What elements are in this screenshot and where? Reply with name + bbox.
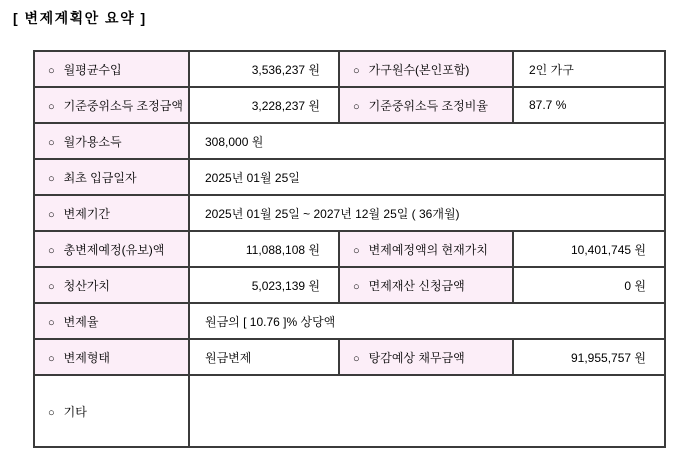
circle-bullet-icon: ○ bbox=[353, 100, 360, 113]
circle-bullet-icon: ○ bbox=[353, 352, 360, 365]
label-etc bbox=[34, 375, 189, 447]
label-total-expected-repayment bbox=[34, 231, 189, 267]
value-repayment-rate: 원금의 [ 10.76 ]% 상당액 bbox=[189, 303, 665, 339]
field-label: 면제재산 신청금액 bbox=[368, 278, 465, 293]
field-label: 변제기간 bbox=[63, 206, 111, 221]
summary-table bbox=[33, 50, 666, 448]
field-label: 최초 입금일자 bbox=[63, 170, 137, 185]
value-repayment-type: 원금변제 bbox=[189, 339, 339, 375]
value-median-income-adjusted-amount: 3,228,237 원 bbox=[189, 87, 339, 123]
label-repayment-period bbox=[34, 195, 189, 231]
value-household-members: 2인 가구 bbox=[513, 51, 665, 87]
circle-bullet-icon: ○ bbox=[48, 172, 55, 185]
field-label: 청산가치 bbox=[63, 278, 111, 293]
circle-bullet-icon: ○ bbox=[353, 244, 360, 257]
circle-bullet-icon: ○ bbox=[48, 136, 55, 149]
value-expected-forgiven-debt: 91,955,757 원 bbox=[513, 339, 665, 375]
circle-bullet-icon: ○ bbox=[48, 406, 55, 419]
value-liquidation-value: 5,023,139 원 bbox=[189, 267, 339, 303]
label-household-members bbox=[339, 51, 513, 87]
value-total-expected-repayment: 11,088,108 원 bbox=[189, 231, 339, 267]
label-repayment-rate bbox=[34, 303, 189, 339]
field-label: 가구원수(본인포함) bbox=[368, 62, 470, 77]
label-median-income-adjust-ratio bbox=[339, 87, 513, 123]
circle-bullet-icon: ○ bbox=[48, 64, 55, 77]
circle-bullet-icon: ○ bbox=[48, 316, 55, 329]
table-row-monthly-disposable-income bbox=[34, 123, 665, 159]
label-median-income-adjusted-amount bbox=[34, 87, 189, 123]
table-row-total-expected-repayment bbox=[34, 231, 665, 267]
value-monthly-average-income: 3,536,237 원 bbox=[189, 51, 339, 87]
label-present-value-of-repayment bbox=[339, 231, 513, 267]
label-liquidation-value bbox=[34, 267, 189, 303]
field-label: 월가용소득 bbox=[63, 134, 122, 149]
circle-bullet-icon: ○ bbox=[353, 280, 360, 293]
circle-bullet-icon: ○ bbox=[48, 244, 55, 257]
value-etc bbox=[189, 375, 665, 447]
value-repayment-period: 2025년 01월 25일 ~ 2027년 12월 25일 ( 36개월) bbox=[189, 195, 665, 231]
value-first-deposit-date: 2025년 01월 25일 bbox=[189, 159, 665, 195]
value-present-value-of-repayment: 10,401,745 원 bbox=[513, 231, 665, 267]
label-monthly-average-income bbox=[34, 51, 189, 87]
field-label: 기준중위소득 조정금액 bbox=[63, 98, 183, 113]
label-first-deposit-date bbox=[34, 159, 189, 195]
value-exempt-property-request: 0 원 bbox=[513, 267, 665, 303]
circle-bullet-icon: ○ bbox=[353, 64, 360, 77]
circle-bullet-icon: ○ bbox=[48, 208, 55, 221]
table-row-repayment-rate bbox=[34, 303, 665, 339]
page-title: [ 변제계획안 요약 ] bbox=[13, 10, 147, 26]
table-row-etc bbox=[34, 375, 665, 447]
value-monthly-disposable-income: 308,000 원 bbox=[189, 123, 665, 159]
field-label: 변제율 bbox=[63, 314, 99, 329]
label-exempt-property-request bbox=[339, 267, 513, 303]
table-row-monthly-average-income bbox=[34, 51, 665, 87]
table-row-repayment-period bbox=[34, 195, 665, 231]
value-median-income-adjust-ratio: 87.7 % bbox=[513, 87, 665, 123]
label-monthly-disposable-income bbox=[34, 123, 189, 159]
field-label: 기타 bbox=[63, 404, 87, 419]
label-expected-forgiven-debt bbox=[339, 339, 513, 375]
field-label: 기준중위소득 조정비율 bbox=[368, 98, 488, 113]
circle-bullet-icon: ○ bbox=[48, 100, 55, 113]
field-label: 총변제예정(유보)액 bbox=[63, 242, 165, 257]
field-label: 변제형태 bbox=[63, 350, 111, 365]
table-row-repayment-type bbox=[34, 339, 665, 375]
circle-bullet-icon: ○ bbox=[48, 280, 55, 293]
circle-bullet-icon: ○ bbox=[48, 352, 55, 365]
field-label: 변제예정액의 현재가치 bbox=[368, 242, 488, 257]
table-row-median-income-adjusted bbox=[34, 87, 665, 123]
table-row-liquidation-value bbox=[34, 267, 665, 303]
label-repayment-type bbox=[34, 339, 189, 375]
table-row-first-deposit-date bbox=[34, 159, 665, 195]
field-label: 탕감예상 채무금액 bbox=[368, 350, 465, 365]
field-label: 월평균수입 bbox=[63, 62, 122, 77]
